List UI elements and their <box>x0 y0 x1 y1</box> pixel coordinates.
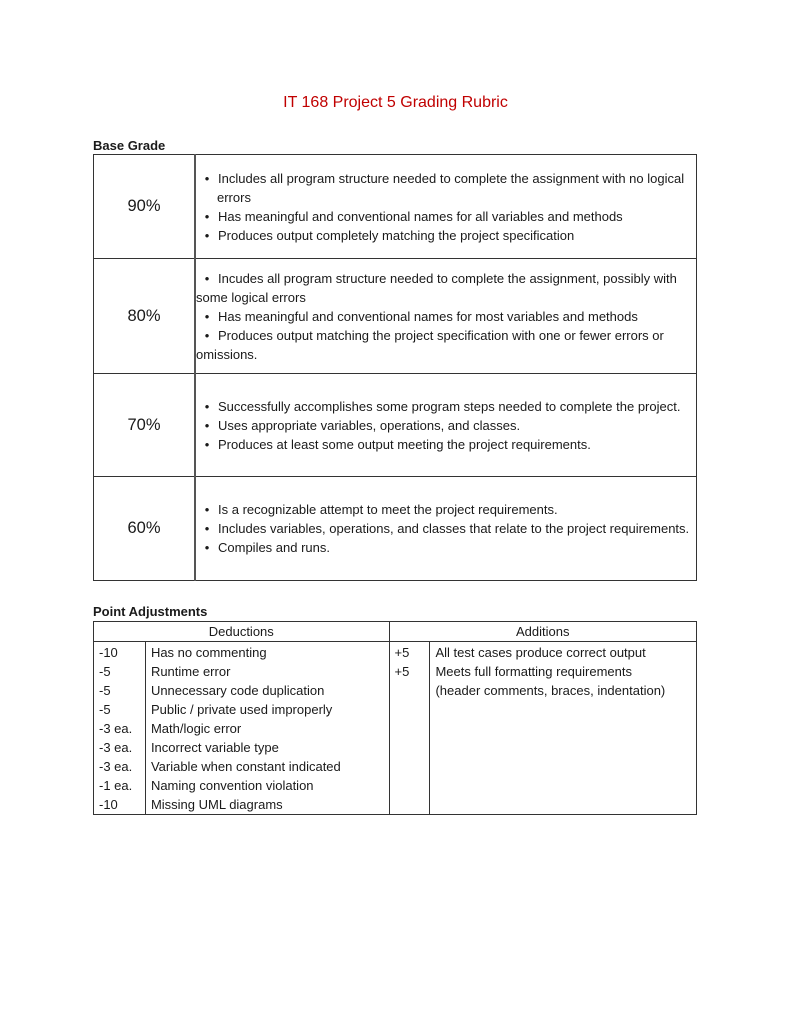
bullet-icon: • <box>204 308 210 324</box>
adjustments-header-row <box>94 622 697 642</box>
bullet-icon: • <box>204 208 210 224</box>
criterion-item: • Produces at least some output meeting the project requirements. <box>217 435 690 454</box>
grade-value: 80% <box>94 259 196 374</box>
criterion-item: • Includes all program structure needed to complete the assignment with no logical errors <box>217 169 690 207</box>
addition-points: +5 <box>389 642 430 663</box>
criterion-item: • Has meaningful and conventional names for all variables and methods <box>217 207 690 226</box>
table-row <box>94 738 697 757</box>
criterion-item: • Has meaningful and conventional names for most variables and methods <box>196 307 690 326</box>
addition-points <box>389 681 430 700</box>
deduction-points: -5 <box>94 662 146 681</box>
addition-note: (header comments, braces, indentation) <box>430 681 697 700</box>
table-row <box>94 642 697 663</box>
criteria-cell <box>195 374 697 477</box>
table-row <box>94 757 697 776</box>
table-row <box>94 700 697 719</box>
bullet-icon: • <box>204 270 210 286</box>
page-title: IT 168 Project 5 Grading Rubric <box>283 94 508 111</box>
table-row <box>94 662 697 681</box>
deduction-description: Incorrect variable type <box>145 738 389 757</box>
deduction-description: Variable when constant indicated <box>145 757 389 776</box>
bullet-icon: • <box>204 398 210 414</box>
criterion-item: • Is a recognizable attempt to meet the project requirements. <box>217 500 690 519</box>
bullet-icon: • <box>204 540 210 555</box>
criterion-item: • Uses appropriate variables, operations, and classes. <box>217 416 690 435</box>
point-adjustments-heading: Point Adjustments <box>93 604 208 619</box>
addition-description: Meets full formatting requirements <box>430 662 697 681</box>
table-row <box>94 776 697 795</box>
grade-value: 60% <box>94 477 196 581</box>
deduction-points: -1 ea. <box>94 776 146 795</box>
grade-value: 90% <box>94 155 196 259</box>
deduction-description: Public / private used improperly <box>145 700 389 719</box>
bullet-icon: • <box>204 170 210 186</box>
deduction-description: Naming convention violation <box>145 776 389 795</box>
deduction-description: Missing UML diagrams <box>145 795 389 815</box>
deduction-points: -10 <box>94 795 146 815</box>
grade-row-60 <box>94 477 697 581</box>
criterion-item: • Produces output completely matching the project specification <box>217 226 690 245</box>
table-row <box>94 795 697 815</box>
criterion-item: • Compiles and runs. <box>217 538 690 557</box>
grade-row-70 <box>94 374 697 477</box>
deduction-description: Unnecessary code duplication <box>145 681 389 700</box>
additions-header: Additions <box>389 622 696 642</box>
criteria-cell <box>195 155 697 259</box>
deduction-points: -3 ea. <box>94 738 146 757</box>
criteria-cell <box>195 259 697 374</box>
grade-value: 70% <box>94 374 196 477</box>
grade-row-80 <box>94 259 697 374</box>
deduction-description: Math/logic error <box>145 719 389 738</box>
criterion-item: • Incudes all program structure needed to complete the assignment, possibly with some logical errors <box>196 270 677 305</box>
addition-description: All test cases produce correct output <box>430 642 697 663</box>
bullet-icon: • <box>204 327 210 343</box>
bullet-icon: • <box>204 521 210 536</box>
criterion-item: • Produces output matching the project specification with one or fewer errors or omissions. <box>196 327 664 362</box>
bullet-icon: • <box>204 227 210 243</box>
base-grade-table <box>93 154 697 581</box>
base-grade-heading: Base Grade <box>93 138 166 153</box>
deductions-header: Deductions <box>94 622 390 642</box>
addition-points: +5 <box>389 662 430 681</box>
bullet-icon: • <box>204 436 210 452</box>
deduction-points: -3 ea. <box>94 719 146 738</box>
deduction-points: -10 <box>94 642 146 663</box>
deduction-description: Runtime error <box>145 662 389 681</box>
deduction-description: Has no commenting <box>145 642 389 663</box>
criterion-item: • Successfully accomplishes some program steps needed to complete the project. <box>196 397 690 416</box>
bullet-icon: • <box>204 502 210 517</box>
deduction-points: -3 ea. <box>94 757 146 776</box>
deduction-points: -5 <box>94 681 146 700</box>
grade-row-90 <box>94 155 697 259</box>
criteria-cell <box>195 477 697 581</box>
point-adjustments-table <box>93 621 697 815</box>
bullet-icon: • <box>204 417 210 433</box>
table-row <box>94 681 697 700</box>
table-row <box>94 719 697 738</box>
criterion-item: • Includes variables, operations, and classes that relate to the project requirements. <box>196 519 690 538</box>
deduction-points: -5 <box>94 700 146 719</box>
